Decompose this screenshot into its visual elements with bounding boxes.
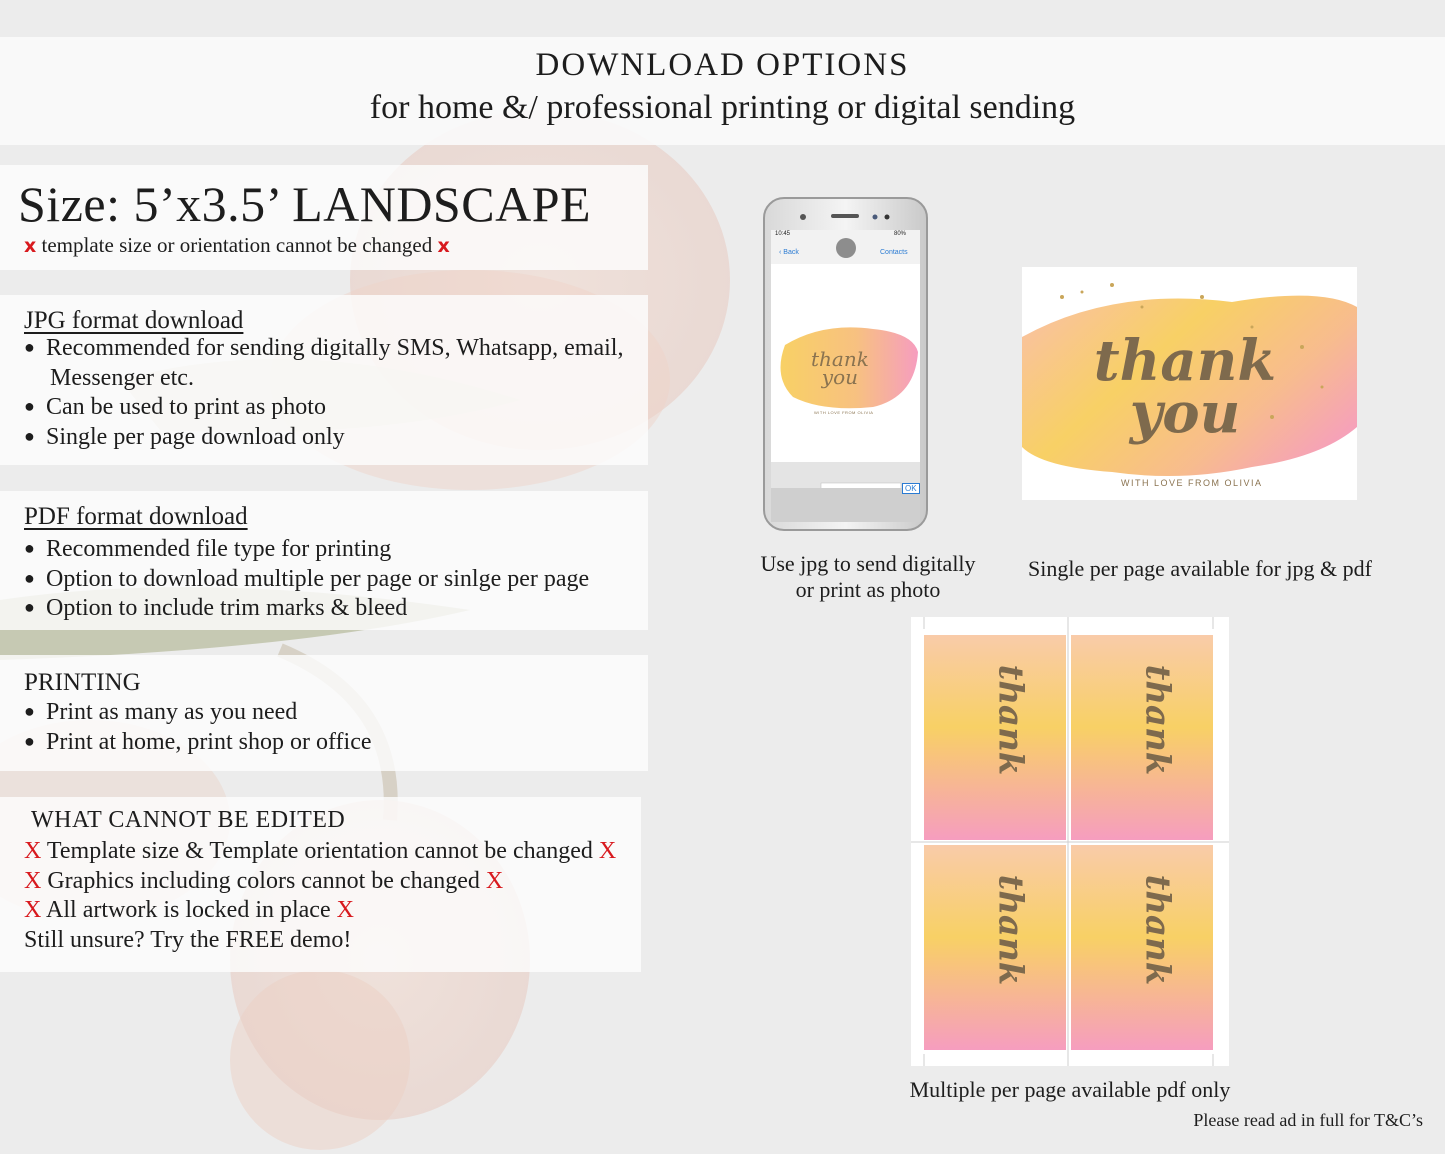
multi-card-script xyxy=(990,665,1030,776)
list-item xyxy=(24,595,407,622)
single-card-script-line2: you xyxy=(1129,380,1241,446)
cannot-edit-panel xyxy=(0,797,641,972)
terms-footnote: Please read ad in full for T&C’s xyxy=(1193,1110,1423,1130)
multi-card-script-line1: thank xyxy=(990,874,1031,986)
phone-ok-button[interactable]: OK xyxy=(902,483,920,494)
list-item xyxy=(24,868,503,895)
bullet-icon: ● xyxy=(24,701,35,721)
list-item xyxy=(24,838,616,865)
list-item xyxy=(24,729,372,756)
list-item-text: Can be used to print as photo xyxy=(46,394,326,420)
list-item-continuation: Messenger etc. xyxy=(50,365,194,391)
list-item-text: Option to download multiple per page or sinlge per page xyxy=(46,566,590,592)
size-panel xyxy=(0,165,648,270)
red-x-icon: X xyxy=(598,838,617,864)
bullet-icon: ● xyxy=(24,538,35,558)
red-x-icon: X xyxy=(24,897,42,923)
phone-caption-line1: Use jpg to send digitally xyxy=(760,551,976,576)
phone-time: 10:45 xyxy=(775,231,791,237)
cannot-edit-title: WHAT CANNOT BE EDITED xyxy=(31,807,346,833)
bullet-icon: ● xyxy=(24,731,35,751)
printing-panel xyxy=(0,655,648,771)
page-title: DOWNLOAD OPTIONS xyxy=(535,47,910,83)
red-x-icon: X xyxy=(24,868,42,894)
size-title: Size: 5’x3.5’ LANDSCAPE xyxy=(18,176,592,232)
red-x-icon: X xyxy=(24,838,42,864)
single-card-script-line1: thank xyxy=(1093,328,1277,394)
list-item-text: Single per page download only xyxy=(46,424,345,450)
list-item-text: Graphics including colors cannot be changed xyxy=(47,868,480,894)
multi-card-script xyxy=(1137,665,1177,776)
multi-card-script xyxy=(1137,875,1177,986)
phone-card-script xyxy=(811,347,869,389)
multi-card-script-line1: thank xyxy=(1137,664,1178,776)
list-item-text: Template size & Template orientation cannot be changed xyxy=(46,838,593,864)
multi-card-script-line1: thank xyxy=(1137,874,1178,986)
bullet-icon: ● xyxy=(24,597,35,617)
multi-card-script xyxy=(990,875,1030,986)
size-note-text: template size or orientation cannot be changed xyxy=(41,233,433,257)
list-item xyxy=(24,424,345,451)
list-item-text: Recommended file type for printing xyxy=(46,536,392,562)
list-item-text: Option to include trim marks & bleed xyxy=(46,595,408,621)
red-x-icon: X xyxy=(485,868,504,894)
size-note xyxy=(24,233,450,258)
single-caption: Single per page available for jpg & pdf xyxy=(1028,556,1372,581)
red-x-icon: x xyxy=(437,235,450,257)
phone-caption-line2: or print as photo xyxy=(795,577,941,602)
phone-card-tagline: WITH LOVE FROM OLIVIA xyxy=(814,410,874,415)
phone-card-script-line1: thank xyxy=(811,347,869,371)
list-item xyxy=(24,394,326,421)
pdf-section-title: PDF format download xyxy=(24,503,248,530)
list-item-text: Print at home, print shop or office xyxy=(46,729,372,755)
red-x-icon: x xyxy=(24,235,37,257)
phone-back-label: Back xyxy=(783,249,799,256)
list-item xyxy=(24,566,589,593)
bullet-icon: ● xyxy=(24,568,35,588)
bullet-icon: ● xyxy=(24,426,35,446)
single-card-script xyxy=(1090,328,1280,446)
jpg-format-panel xyxy=(0,295,648,465)
header-banner xyxy=(0,37,1445,145)
phone-caption xyxy=(748,551,988,603)
bullet-icon: ● xyxy=(24,396,35,416)
list-item xyxy=(24,536,391,563)
pdf-format-panel xyxy=(0,491,648,630)
red-x-icon: X xyxy=(336,897,354,923)
jpg-section-title: JPG format download xyxy=(24,307,244,334)
printing-section-title: PRINTING xyxy=(24,669,141,696)
phone-back-link[interactable]: ‹ Back xyxy=(779,249,799,256)
page-subtitle: for home &/ professional printing or digital sending xyxy=(369,89,1076,126)
list-item-text: Recommended for sending digitally SMS, Whatsapp, email, xyxy=(46,335,624,361)
phone-card-script-line2: you xyxy=(821,365,859,389)
list-item xyxy=(24,699,297,726)
phone-battery: 80% xyxy=(894,231,907,237)
multi-card-script-line1: thank xyxy=(990,664,1031,776)
demo-prompt: Still unsure? Try the FREE demo! xyxy=(24,927,352,953)
list-item-text: All artwork is locked in place xyxy=(46,897,331,923)
list-item xyxy=(24,335,623,362)
multiple-caption: Multiple per page available pdf only xyxy=(909,1077,1231,1102)
bullet-icon: ● xyxy=(24,337,35,357)
list-item-text: Print as many as you need xyxy=(46,699,298,725)
single-card-tagline: WITH LOVE FROM OLIVIA xyxy=(1121,478,1263,488)
phone-contacts-link[interactable]: Contacts xyxy=(880,249,908,256)
list-item xyxy=(24,897,354,924)
multi-card-sheet-preview xyxy=(911,617,1229,1066)
